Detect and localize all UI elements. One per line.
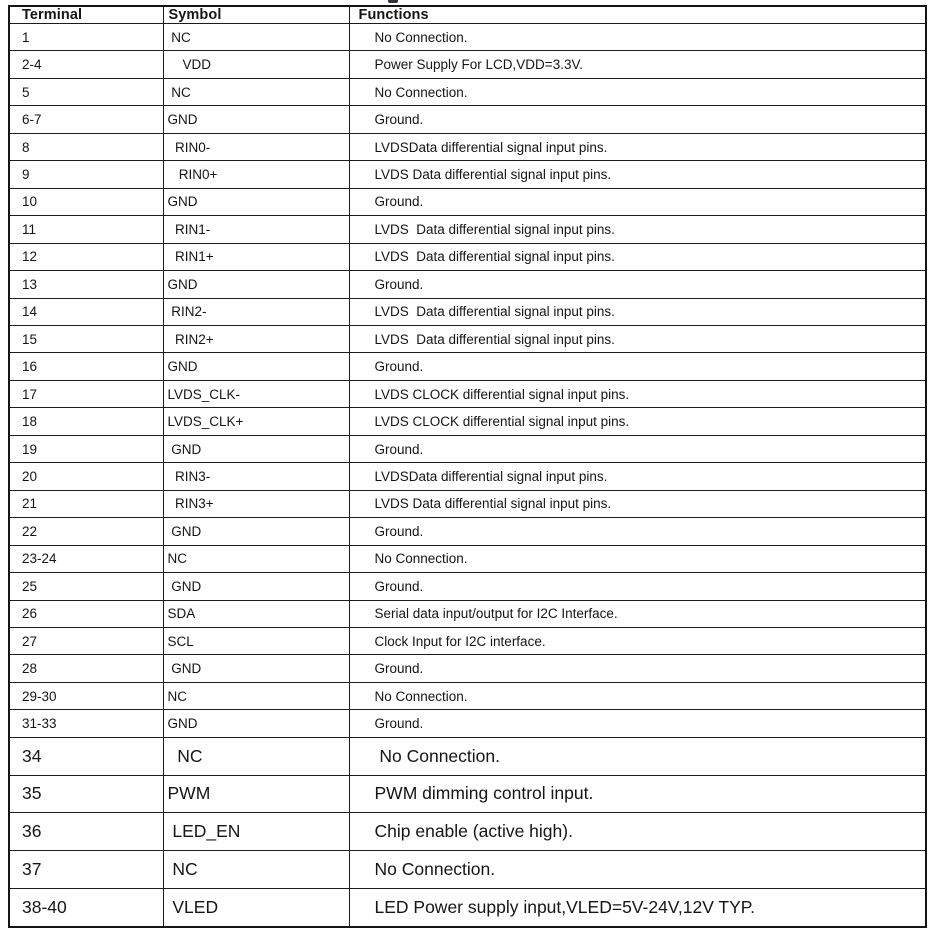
table-row [9,216,926,243]
symbol-cell: GND [163,573,349,600]
table-row [9,78,926,105]
terminal-cell: 12 [9,243,163,270]
terminal-cell: 5 [9,78,163,105]
functions-cell: Ground. [349,271,926,298]
symbol-cell: GND [163,655,349,682]
table-row [9,24,926,51]
functions-cell: Serial data input/output for I2C Interface. [349,600,926,627]
functions-cell: LED Power supply input,VLED=5V-24V,12V TYP. [349,888,926,927]
terminal-cell: 9 [9,161,163,188]
terminal-cell: 13 [9,271,163,298]
table-row [9,435,926,462]
symbol-cell: NC [163,545,349,572]
terminal-cell: 10 [9,188,163,215]
terminal-cell: 34 [9,737,163,775]
table-row [9,518,926,545]
functions-cell: LVDS Data differential signal input pins. [349,216,926,243]
terminal-cell: 2-4 [9,51,163,78]
symbol-cell: GND [163,710,349,737]
column-header-symbol: Symbol [163,6,349,24]
functions-cell: No Connection. [349,851,926,889]
symbol-cell: NC [163,737,349,775]
terminal-cell: 21 [9,490,163,517]
functions-cell: Ground. [349,353,926,380]
terminal-cell: 35 [9,775,163,813]
symbol-cell: RIN1- [163,216,349,243]
table-row [9,325,926,352]
symbol-cell: NC [163,851,349,889]
table-row [9,133,926,160]
terminal-cell: 37 [9,851,163,889]
table-row [9,627,926,654]
symbol-cell: LVDS_CLK- [163,380,349,407]
terminal-cell: 36 [9,813,163,851]
table-body [9,24,926,928]
symbol-cell: RIN2- [163,298,349,325]
functions-cell: LVDSData differential signal input pins. [349,463,926,490]
functions-cell: Ground. [349,435,926,462]
terminal-cell: 17 [9,380,163,407]
symbol-cell: GND [163,271,349,298]
table-row [9,271,926,298]
table-row [9,600,926,627]
table-row [9,408,926,435]
terminal-cell: 14 [9,298,163,325]
functions-cell: No Connection. [349,682,926,709]
terminal-cell: 11 [9,216,163,243]
functions-cell: Power Supply For LCD,VDD=3.3V. [349,51,926,78]
terminal-cell: 18 [9,408,163,435]
functions-cell: LVDS CLOCK differential signal input pins. [349,408,926,435]
terminal-cell: 15 [9,325,163,352]
table-row [9,51,926,78]
symbol-cell: GND [163,106,349,133]
functions-cell: LVDS Data differential signal input pins. [349,161,926,188]
functions-cell: No Connection. [349,24,926,51]
table-row [9,243,926,270]
table-row [9,490,926,517]
functions-cell: LVDS Data differential signal input pins. [349,243,926,270]
functions-cell: LVDS Data differential signal input pins. [349,298,926,325]
symbol-cell: RIN3+ [163,490,349,517]
functions-cell: No Connection. [349,545,926,572]
column-header-terminal: Terminal [9,6,163,24]
pin-function-table [8,5,927,928]
terminal-cell: 28 [9,655,163,682]
table-header-row [9,6,926,24]
symbol-cell: PWM [163,775,349,813]
table-row [9,161,926,188]
symbol-cell: NC [163,682,349,709]
functions-cell: No Connection. [349,737,926,775]
functions-cell: Ground. [349,106,926,133]
terminal-cell: 23-24 [9,545,163,572]
functions-cell: Chip enable (active high). [349,813,926,851]
symbol-cell: GND [163,188,349,215]
terminal-cell: 19 [9,435,163,462]
symbol-cell: GND [163,435,349,462]
table-row [9,106,926,133]
table-row [9,813,926,851]
table-row [9,851,926,889]
functions-cell: LVDS Data differential signal input pins. [349,325,926,352]
terminal-cell: 26 [9,600,163,627]
terminal-cell: 22 [9,518,163,545]
symbol-cell: RIN0+ [163,161,349,188]
symbol-cell: NC [163,24,349,51]
symbol-cell: NC [163,78,349,105]
symbol-cell: LVDS_CLK+ [163,408,349,435]
symbol-cell: VLED [163,888,349,927]
functions-cell: LVDS Data differential signal input pins. [349,490,926,517]
table-row [9,298,926,325]
table-row [9,545,926,572]
terminal-cell: 25 [9,573,163,600]
terminal-cell: 27 [9,627,163,654]
table-row [9,353,926,380]
table-row [9,188,926,215]
terminal-cell: 16 [9,353,163,380]
functions-cell: Ground. [349,655,926,682]
terminal-cell: 6-7 [9,106,163,133]
terminal-cell: 20 [9,463,163,490]
symbol-cell: RIN1+ [163,243,349,270]
table-row [9,463,926,490]
functions-cell: No Connection. [349,78,926,105]
symbol-cell: GND [163,518,349,545]
functions-cell: Ground. [349,518,926,545]
symbol-cell: SDA [163,600,349,627]
terminal-cell: 29-30 [9,682,163,709]
clipped-text-fragment [388,0,398,3]
functions-cell: Ground. [349,188,926,215]
terminal-cell: 1 [9,24,163,51]
table-row [9,710,926,737]
symbol-cell: GND [163,353,349,380]
table-row [9,682,926,709]
terminal-cell: 31-33 [9,710,163,737]
column-header-functions: Functions [349,6,926,24]
table-row [9,380,926,407]
symbol-cell: SCL [163,627,349,654]
functions-cell: LVDS CLOCK differential signal input pins. [349,380,926,407]
functions-cell: PWM dimming control input. [349,775,926,813]
terminal-cell: 38-40 [9,888,163,927]
functions-cell: Ground. [349,573,926,600]
functions-cell: LVDSData differential signal input pins. [349,133,926,160]
symbol-cell: LED_EN [163,813,349,851]
symbol-cell: RIN3- [163,463,349,490]
table-row [9,655,926,682]
functions-cell: Clock Input for I2C interface. [349,627,926,654]
symbol-cell: RIN0- [163,133,349,160]
symbol-cell: RIN2+ [163,325,349,352]
table-row [9,888,926,927]
symbol-cell: VDD [163,51,349,78]
table-row [9,737,926,775]
terminal-cell: 8 [9,133,163,160]
functions-cell: Ground. [349,710,926,737]
table-row [9,775,926,813]
table-row [9,573,926,600]
